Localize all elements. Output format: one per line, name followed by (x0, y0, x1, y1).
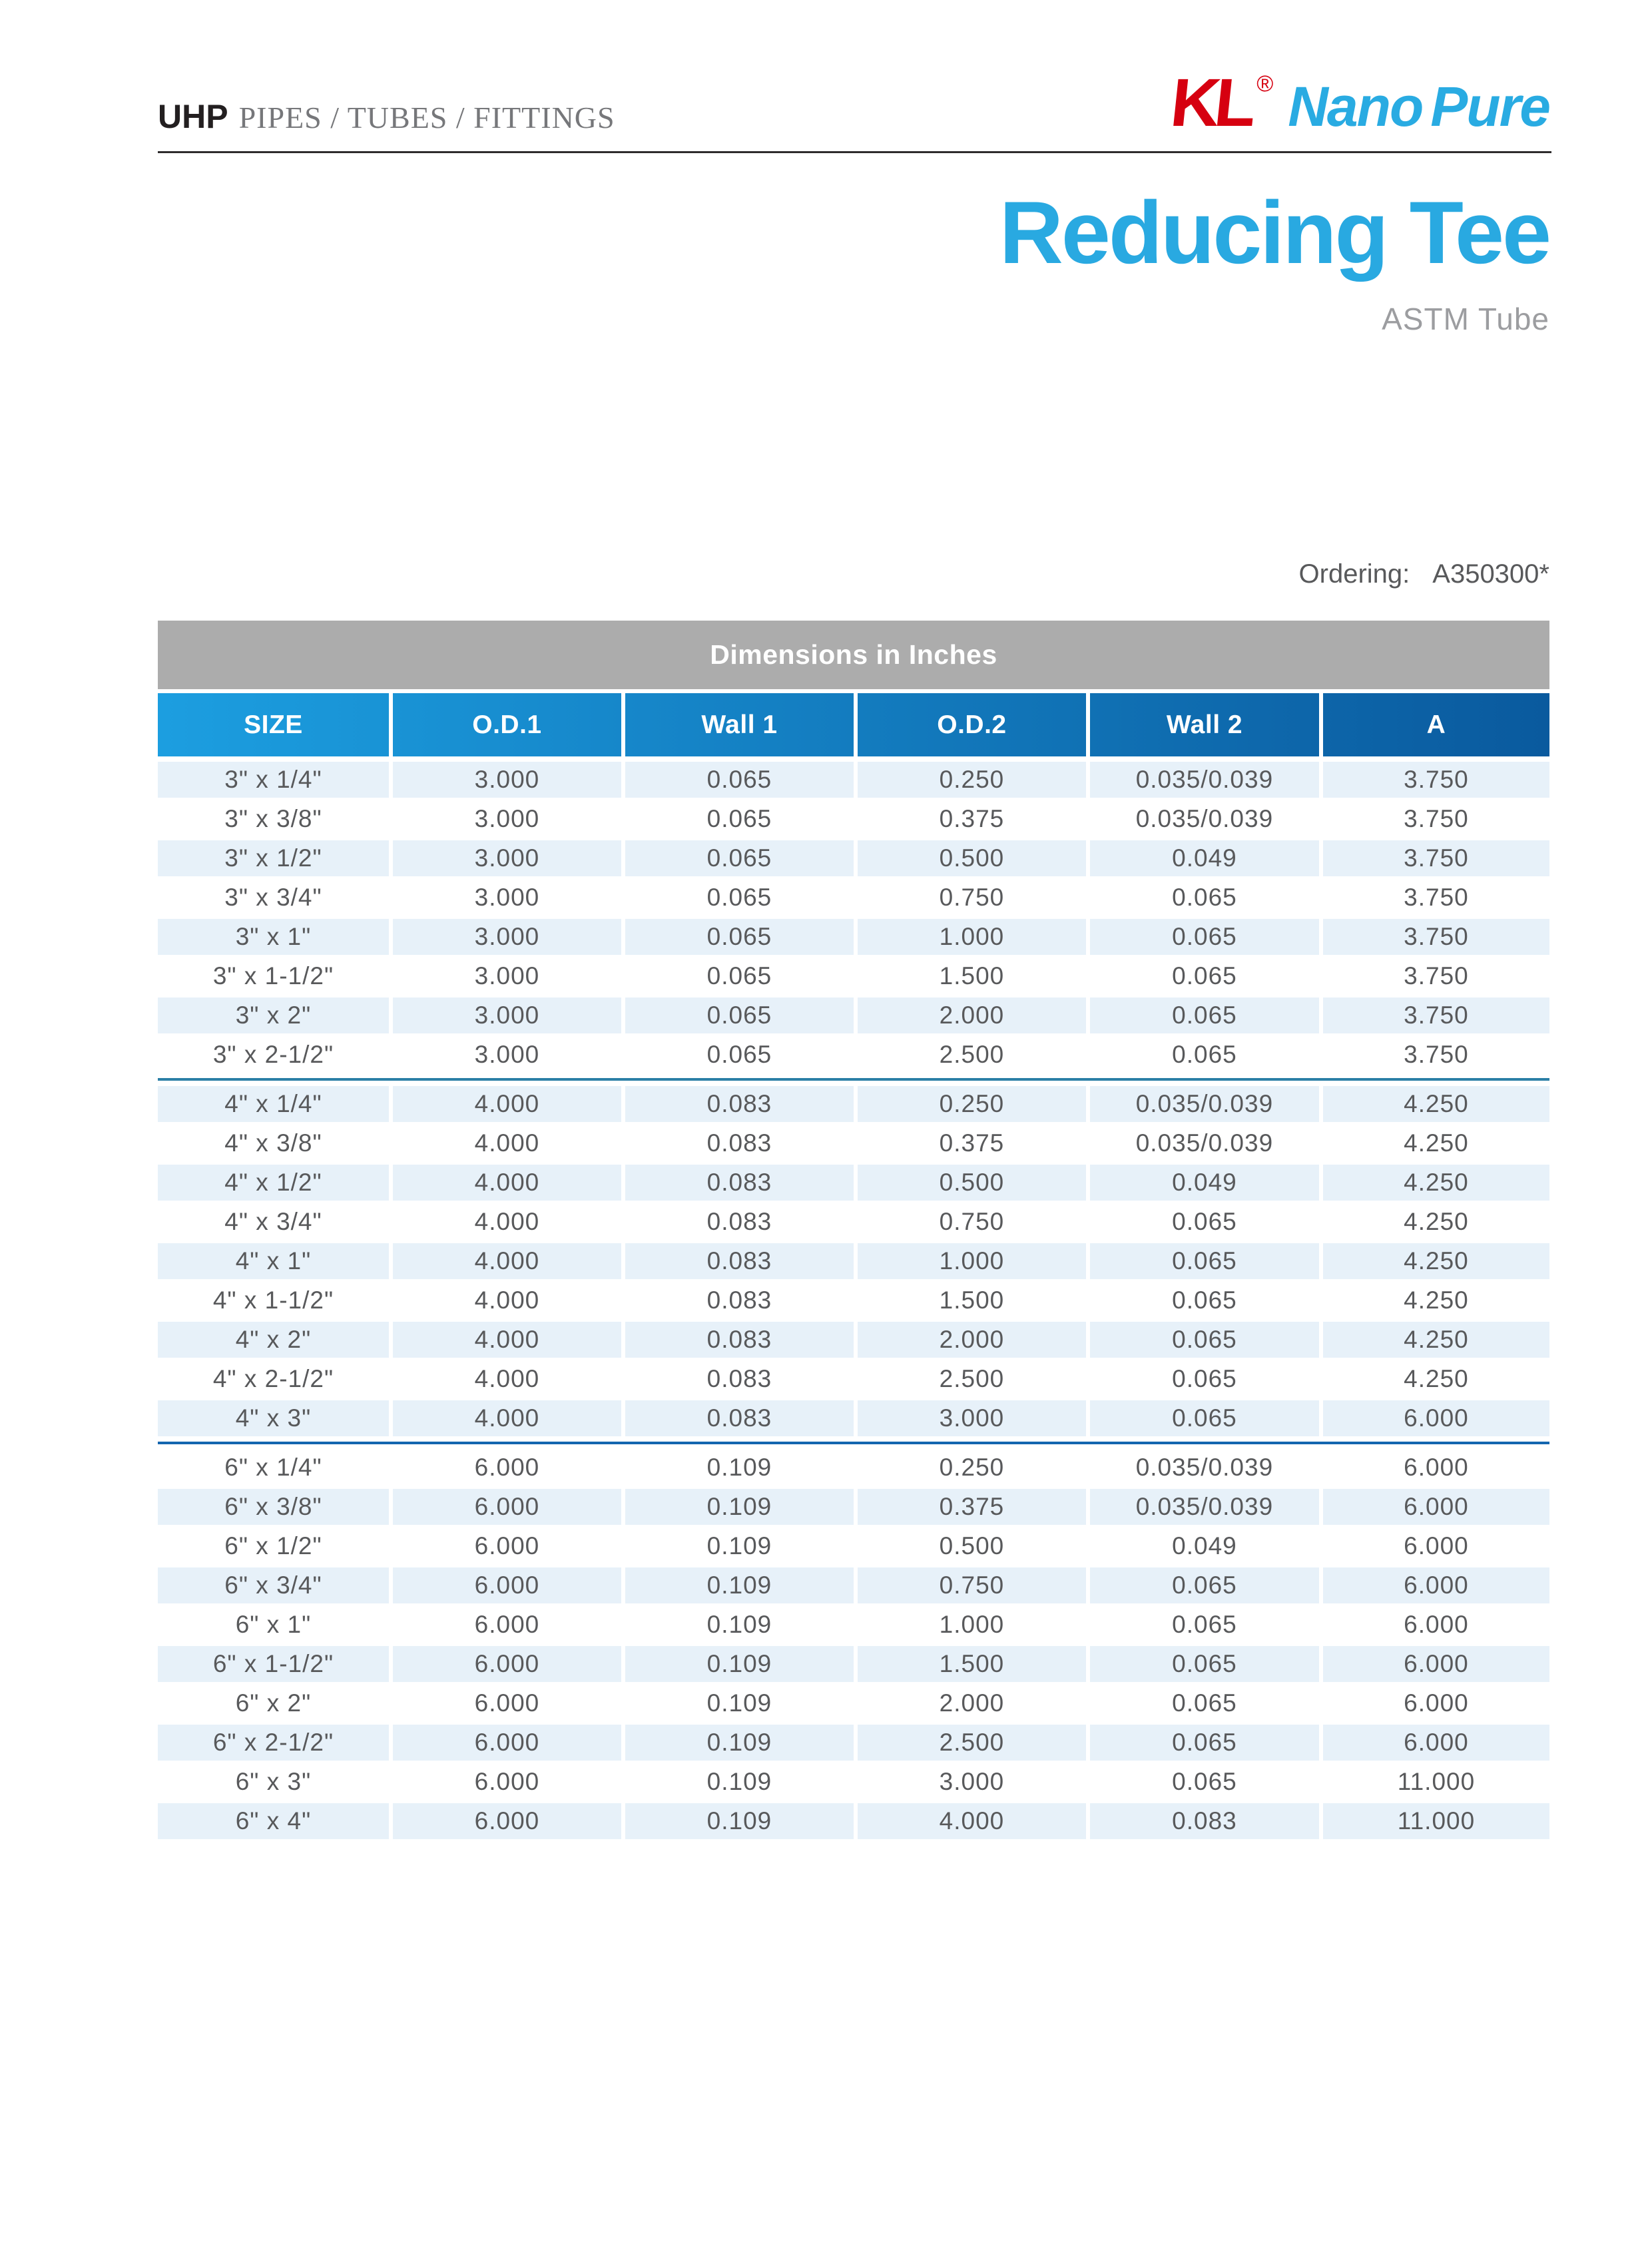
value-cell: 6.000 (1323, 1646, 1549, 1682)
value-cell: 0.065 (1090, 1400, 1319, 1436)
value-cell: 11.000 (1323, 1764, 1549, 1800)
value-cell: 4.000 (393, 1361, 621, 1397)
value-cell: 0.083 (625, 1400, 854, 1436)
column-header-wall-1: Wall 1 (625, 693, 854, 756)
value-cell: 0.035/0.039 (1090, 762, 1319, 798)
value-cell: 0.065 (625, 880, 854, 916)
value-cell: 0.109 (625, 1450, 854, 1486)
table-group (158, 1086, 1549, 1436)
size-cell: 3" x 3/8" (158, 801, 389, 837)
value-cell: 0.065 (1090, 1685, 1319, 1721)
value-cell: 0.065 (1090, 1361, 1319, 1397)
value-cell: 0.083 (625, 1282, 854, 1318)
value-cell: 6.000 (393, 1725, 621, 1761)
value-cell: 6.000 (393, 1685, 621, 1721)
size-cell: 3" x 2" (158, 997, 389, 1033)
value-cell: 0.065 (1090, 1607, 1319, 1643)
value-cell: 1.000 (858, 1607, 1086, 1643)
value-cell: 6.000 (1323, 1489, 1549, 1525)
value-cell: 6.000 (1323, 1400, 1549, 1436)
value-cell: 3.750 (1323, 997, 1549, 1033)
value-cell: 6.000 (1323, 1725, 1549, 1761)
brand (158, 97, 615, 136)
value-cell: 3.750 (1323, 1037, 1549, 1073)
dimensions-table (158, 621, 1549, 1844)
value-cell: 6.000 (393, 1764, 621, 1800)
column-header-o-d-1: O.D.1 (393, 693, 621, 756)
value-cell: 0.500 (858, 1165, 1086, 1201)
value-cell: 0.250 (858, 762, 1086, 798)
size-cell: 6" x 1-1/2" (158, 1646, 389, 1682)
size-cell: 3" x 3/4" (158, 880, 389, 916)
value-cell: 6.000 (393, 1803, 621, 1839)
value-cell: 0.065 (1090, 997, 1319, 1033)
value-cell: 4.000 (393, 1322, 621, 1358)
group-divider (158, 1078, 1549, 1081)
size-cell: 4" x 2" (158, 1322, 389, 1358)
value-cell: 3.750 (1323, 801, 1549, 837)
value-cell: 0.065 (1090, 1725, 1319, 1761)
value-cell: 2.500 (858, 1037, 1086, 1073)
value-cell: 4.000 (858, 1803, 1086, 1839)
value-cell: 0.083 (625, 1204, 854, 1240)
value-cell: 0.035/0.039 (1090, 1489, 1319, 1525)
column-header-size: SIZE (158, 693, 389, 756)
group-divider (158, 1442, 1549, 1444)
value-cell: 0.750 (858, 1204, 1086, 1240)
value-cell: 3.000 (393, 919, 621, 955)
value-cell: 4.250 (1323, 1125, 1549, 1161)
value-cell: 3.000 (858, 1764, 1086, 1800)
value-cell: 0.109 (625, 1528, 854, 1564)
value-cell: 3.000 (393, 958, 621, 994)
value-cell: 4.250 (1323, 1165, 1549, 1201)
value-cell: 2.000 (858, 997, 1086, 1033)
value-cell: 4.000 (393, 1125, 621, 1161)
value-cell: 6.000 (1323, 1607, 1549, 1643)
value-cell: 2.500 (858, 1361, 1086, 1397)
value-cell: 0.083 (625, 1243, 854, 1279)
column-header-wall-2: Wall 2 (1090, 693, 1319, 756)
value-cell: 0.049 (1090, 1165, 1319, 1201)
size-cell: 6" x 3/8" (158, 1489, 389, 1525)
logo-name-pure: Pure (1430, 75, 1549, 138)
value-cell: 0.500 (858, 1528, 1086, 1564)
value-cell: 0.065 (1090, 1322, 1319, 1358)
value-cell: 0.083 (625, 1361, 854, 1397)
value-cell: 4.000 (393, 1400, 621, 1436)
value-cell: 6.000 (393, 1646, 621, 1682)
value-cell: 2.500 (858, 1725, 1086, 1761)
table-group (158, 762, 1549, 1073)
value-cell: 4.250 (1323, 1282, 1549, 1318)
value-cell: 0.065 (625, 919, 854, 955)
size-cell: 3" x 1/4" (158, 762, 389, 798)
value-cell: 6.000 (393, 1528, 621, 1564)
value-cell: 0.065 (625, 958, 854, 994)
size-cell: 4" x 3/4" (158, 1204, 389, 1240)
column-header-a: A (1323, 693, 1549, 756)
value-cell: 0.065 (1090, 1646, 1319, 1682)
value-cell: 0.083 (625, 1165, 854, 1201)
value-cell: 6.000 (1323, 1450, 1549, 1486)
value-cell: 1.500 (858, 1646, 1086, 1682)
value-cell: 3.000 (393, 762, 621, 798)
value-cell: 0.065 (625, 762, 854, 798)
ordering-value: A350300* (1432, 559, 1549, 589)
value-cell: 4.250 (1323, 1322, 1549, 1358)
value-cell: 6.000 (393, 1607, 621, 1643)
value-cell: 6.000 (393, 1567, 621, 1603)
value-cell: 0.109 (625, 1489, 854, 1525)
ordering-info (1299, 559, 1549, 589)
value-cell: 0.500 (858, 840, 1086, 876)
value-cell: 0.375 (858, 1489, 1086, 1525)
value-cell: 4.000 (393, 1243, 621, 1279)
value-cell: 0.083 (625, 1086, 854, 1122)
size-cell: 4" x 2-1/2" (158, 1361, 389, 1397)
value-cell: 6.000 (1323, 1567, 1549, 1603)
value-cell: 0.065 (625, 997, 854, 1033)
value-cell: 3.750 (1323, 880, 1549, 916)
value-cell: 0.065 (625, 1037, 854, 1073)
value-cell: 2.000 (858, 1322, 1086, 1358)
value-cell: 2.000 (858, 1685, 1086, 1721)
value-cell: 3.750 (1323, 840, 1549, 876)
value-cell: 11.000 (1323, 1803, 1549, 1839)
value-cell: 0.065 (1090, 1764, 1319, 1800)
size-cell: 6" x 3" (158, 1764, 389, 1800)
table-body (158, 762, 1549, 1839)
value-cell: 3.750 (1323, 919, 1549, 955)
value-cell: 0.109 (625, 1803, 854, 1839)
size-cell: 4" x 1/2" (158, 1165, 389, 1201)
value-cell: 6.000 (393, 1450, 621, 1486)
value-cell: 0.065 (1090, 1243, 1319, 1279)
size-cell: 6" x 2-1/2" (158, 1725, 389, 1761)
value-cell: 0.065 (1090, 1282, 1319, 1318)
value-cell: 0.065 (625, 801, 854, 837)
value-cell: 4.000 (393, 1282, 621, 1318)
value-cell: 4.250 (1323, 1204, 1549, 1240)
value-cell: 3.000 (393, 880, 621, 916)
value-cell: 4.250 (1323, 1086, 1549, 1122)
value-cell: 0.750 (858, 880, 1086, 916)
value-cell: 0.109 (625, 1646, 854, 1682)
size-cell: 6" x 1/2" (158, 1528, 389, 1564)
value-cell: 0.065 (1090, 919, 1319, 955)
registered-trademark-icon: ® (1256, 71, 1274, 97)
value-cell: 0.049 (1090, 840, 1319, 876)
value-cell: 0.035/0.039 (1090, 1125, 1319, 1161)
size-cell: 3" x 1/2" (158, 840, 389, 876)
value-cell: 4.250 (1323, 1361, 1549, 1397)
table-group (158, 1450, 1549, 1839)
value-cell: 6.000 (1323, 1685, 1549, 1721)
kl-logo-mark: KL (1167, 65, 1256, 140)
value-cell: 1.000 (858, 919, 1086, 955)
value-cell: 0.109 (625, 1685, 854, 1721)
value-cell: 3.750 (1323, 762, 1549, 798)
value-cell: 0.109 (625, 1725, 854, 1761)
value-cell: 0.065 (1090, 958, 1319, 994)
brand-uhp: UHP (158, 98, 228, 135)
value-cell: 0.035/0.039 (1090, 1450, 1319, 1486)
value-cell: 0.109 (625, 1607, 854, 1643)
value-cell: 0.375 (858, 1125, 1086, 1161)
value-cell: 0.065 (1090, 1204, 1319, 1240)
value-cell: 0.750 (858, 1567, 1086, 1603)
size-cell: 4" x 3/8" (158, 1125, 389, 1161)
value-cell: 1.500 (858, 1282, 1086, 1318)
value-cell: 6.000 (393, 1489, 621, 1525)
value-cell: 4.250 (1323, 1243, 1549, 1279)
size-cell: 3" x 2-1/2" (158, 1037, 389, 1073)
value-cell: 0.083 (625, 1125, 854, 1161)
value-cell: 0.065 (1090, 1567, 1319, 1603)
value-cell: 4.000 (393, 1204, 621, 1240)
value-cell: 3.000 (393, 801, 621, 837)
value-cell: 0.065 (625, 840, 854, 876)
value-cell: 4.000 (393, 1165, 621, 1201)
ordering-label: Ordering: (1298, 559, 1410, 589)
size-cell: 6" x 1/4" (158, 1450, 389, 1486)
table-caption: Dimensions in Inches (158, 621, 1549, 689)
value-cell: 3.750 (1323, 958, 1549, 994)
value-cell: 0.083 (1090, 1803, 1319, 1839)
size-cell: 6" x 2" (158, 1685, 389, 1721)
value-cell: 1.500 (858, 958, 1086, 994)
value-cell: 3.000 (858, 1400, 1086, 1436)
page-subtitle: ASTM Tube (1382, 302, 1549, 336)
size-cell: 3" x 1" (158, 919, 389, 955)
value-cell: 0.065 (1090, 1037, 1319, 1073)
value-cell: 0.035/0.039 (1090, 1086, 1319, 1122)
value-cell: 0.035/0.039 (1090, 801, 1319, 837)
value-cell: 0.083 (625, 1322, 854, 1358)
column-header-o-d-2: O.D.2 (858, 693, 1086, 756)
size-cell: 3" x 1-1/2" (158, 958, 389, 994)
value-cell: 0.065 (1090, 880, 1319, 916)
value-cell: 3.000 (393, 997, 621, 1033)
header-rule (158, 151, 1551, 153)
size-cell: 4" x 1/4" (158, 1086, 389, 1122)
size-cell: 4" x 1" (158, 1243, 389, 1279)
value-cell: 6.000 (1323, 1528, 1549, 1564)
size-cell: 6" x 1" (158, 1607, 389, 1643)
page-title: Reducing Tee (999, 184, 1549, 282)
value-cell: 1.000 (858, 1243, 1086, 1279)
value-cell: 3.000 (393, 840, 621, 876)
value-cell: 4.000 (393, 1086, 621, 1122)
value-cell: 0.250 (858, 1450, 1086, 1486)
value-cell: 0.375 (858, 801, 1086, 837)
size-cell: 4" x 1-1/2" (158, 1282, 389, 1318)
value-cell: 0.109 (625, 1567, 854, 1603)
logo-name-nano: Nano (1288, 75, 1423, 138)
size-cell: 6" x 3/4" (158, 1567, 389, 1603)
column-header-row (158, 693, 1549, 756)
brand-tagline: PIPES / TUBES / FITTINGS (238, 101, 615, 135)
value-cell: 0.109 (625, 1764, 854, 1800)
kl-nanopure-logo (1167, 64, 1549, 142)
value-cell: 0.049 (1090, 1528, 1319, 1564)
value-cell: 3.000 (393, 1037, 621, 1073)
size-cell: 4" x 3" (158, 1400, 389, 1436)
value-cell: 0.250 (858, 1086, 1086, 1122)
size-cell: 6" x 4" (158, 1803, 389, 1839)
